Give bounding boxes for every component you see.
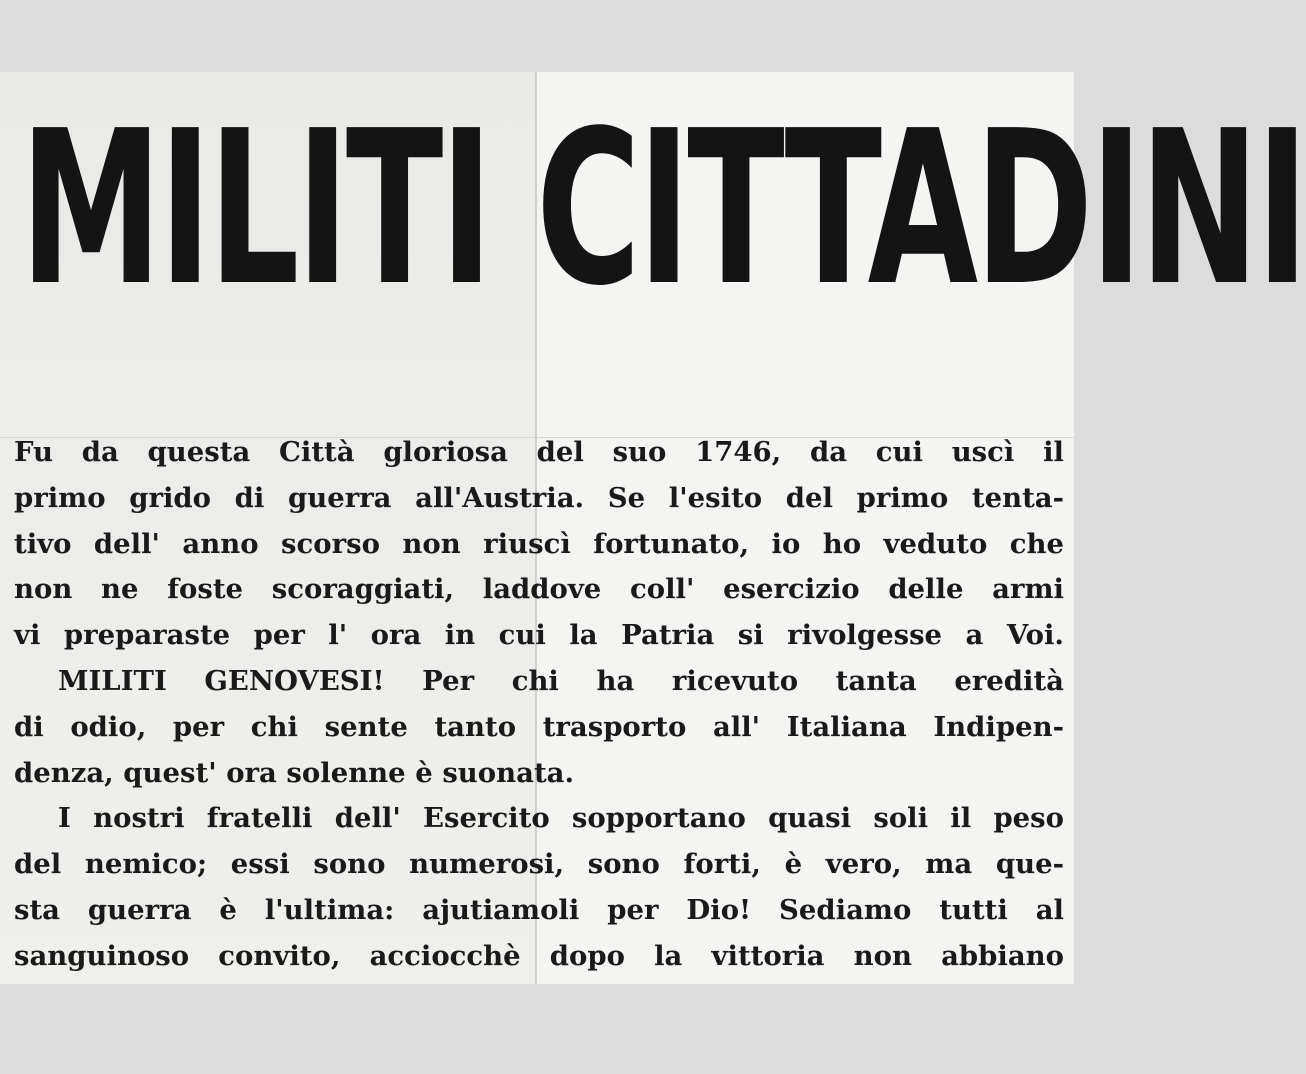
text-line: tivo dell' anno scorso non riuscì fortunato, io ho veduto che: [14, 527, 1064, 560]
text-line: non ne foste scoraggiati, laddove coll' esercizio delle armi: [14, 573, 1064, 606]
text-line: MILITI GENOVESI! Per chi ha ricevuto tanta eredità: [58, 664, 1064, 697]
text-line: sanguinoso convito, acciocchè dopo la vittoria non abbiano: [14, 939, 1064, 972]
text-line: vi preparaste per l' ora in cui la Patria si rivolgesse a Voi.: [14, 619, 1064, 652]
poster-sheet: [0, 72, 1306, 984]
poster-body: [14, 430, 1064, 980]
text-line: Fu da questa Città gloriosa del suo 1746, da cui uscì il: [14, 436, 1064, 468]
text-line: primo grido di guerra all'Austria. Se l'esito del primo tenta-: [14, 481, 1064, 514]
text-line: di odio, per chi sente tanto trasporto all' Italiana Indipen-: [14, 710, 1064, 743]
text-line: del nemico; essi sono numerosi, sono forti, è vero, ma que-: [14, 848, 1064, 881]
text-line: sta guerra è l'ultima: ajutiamoli per Dio! Sediamo tutti al: [14, 893, 1064, 926]
poster-title: MILITI CITTADINI: [20, 85, 1306, 334]
text-line: denza, quest' ora solenne è suonata.: [14, 756, 575, 789]
text-line: I nostri fratelli dell' Esercito sopportano quasi soli il peso: [58, 802, 1064, 835]
